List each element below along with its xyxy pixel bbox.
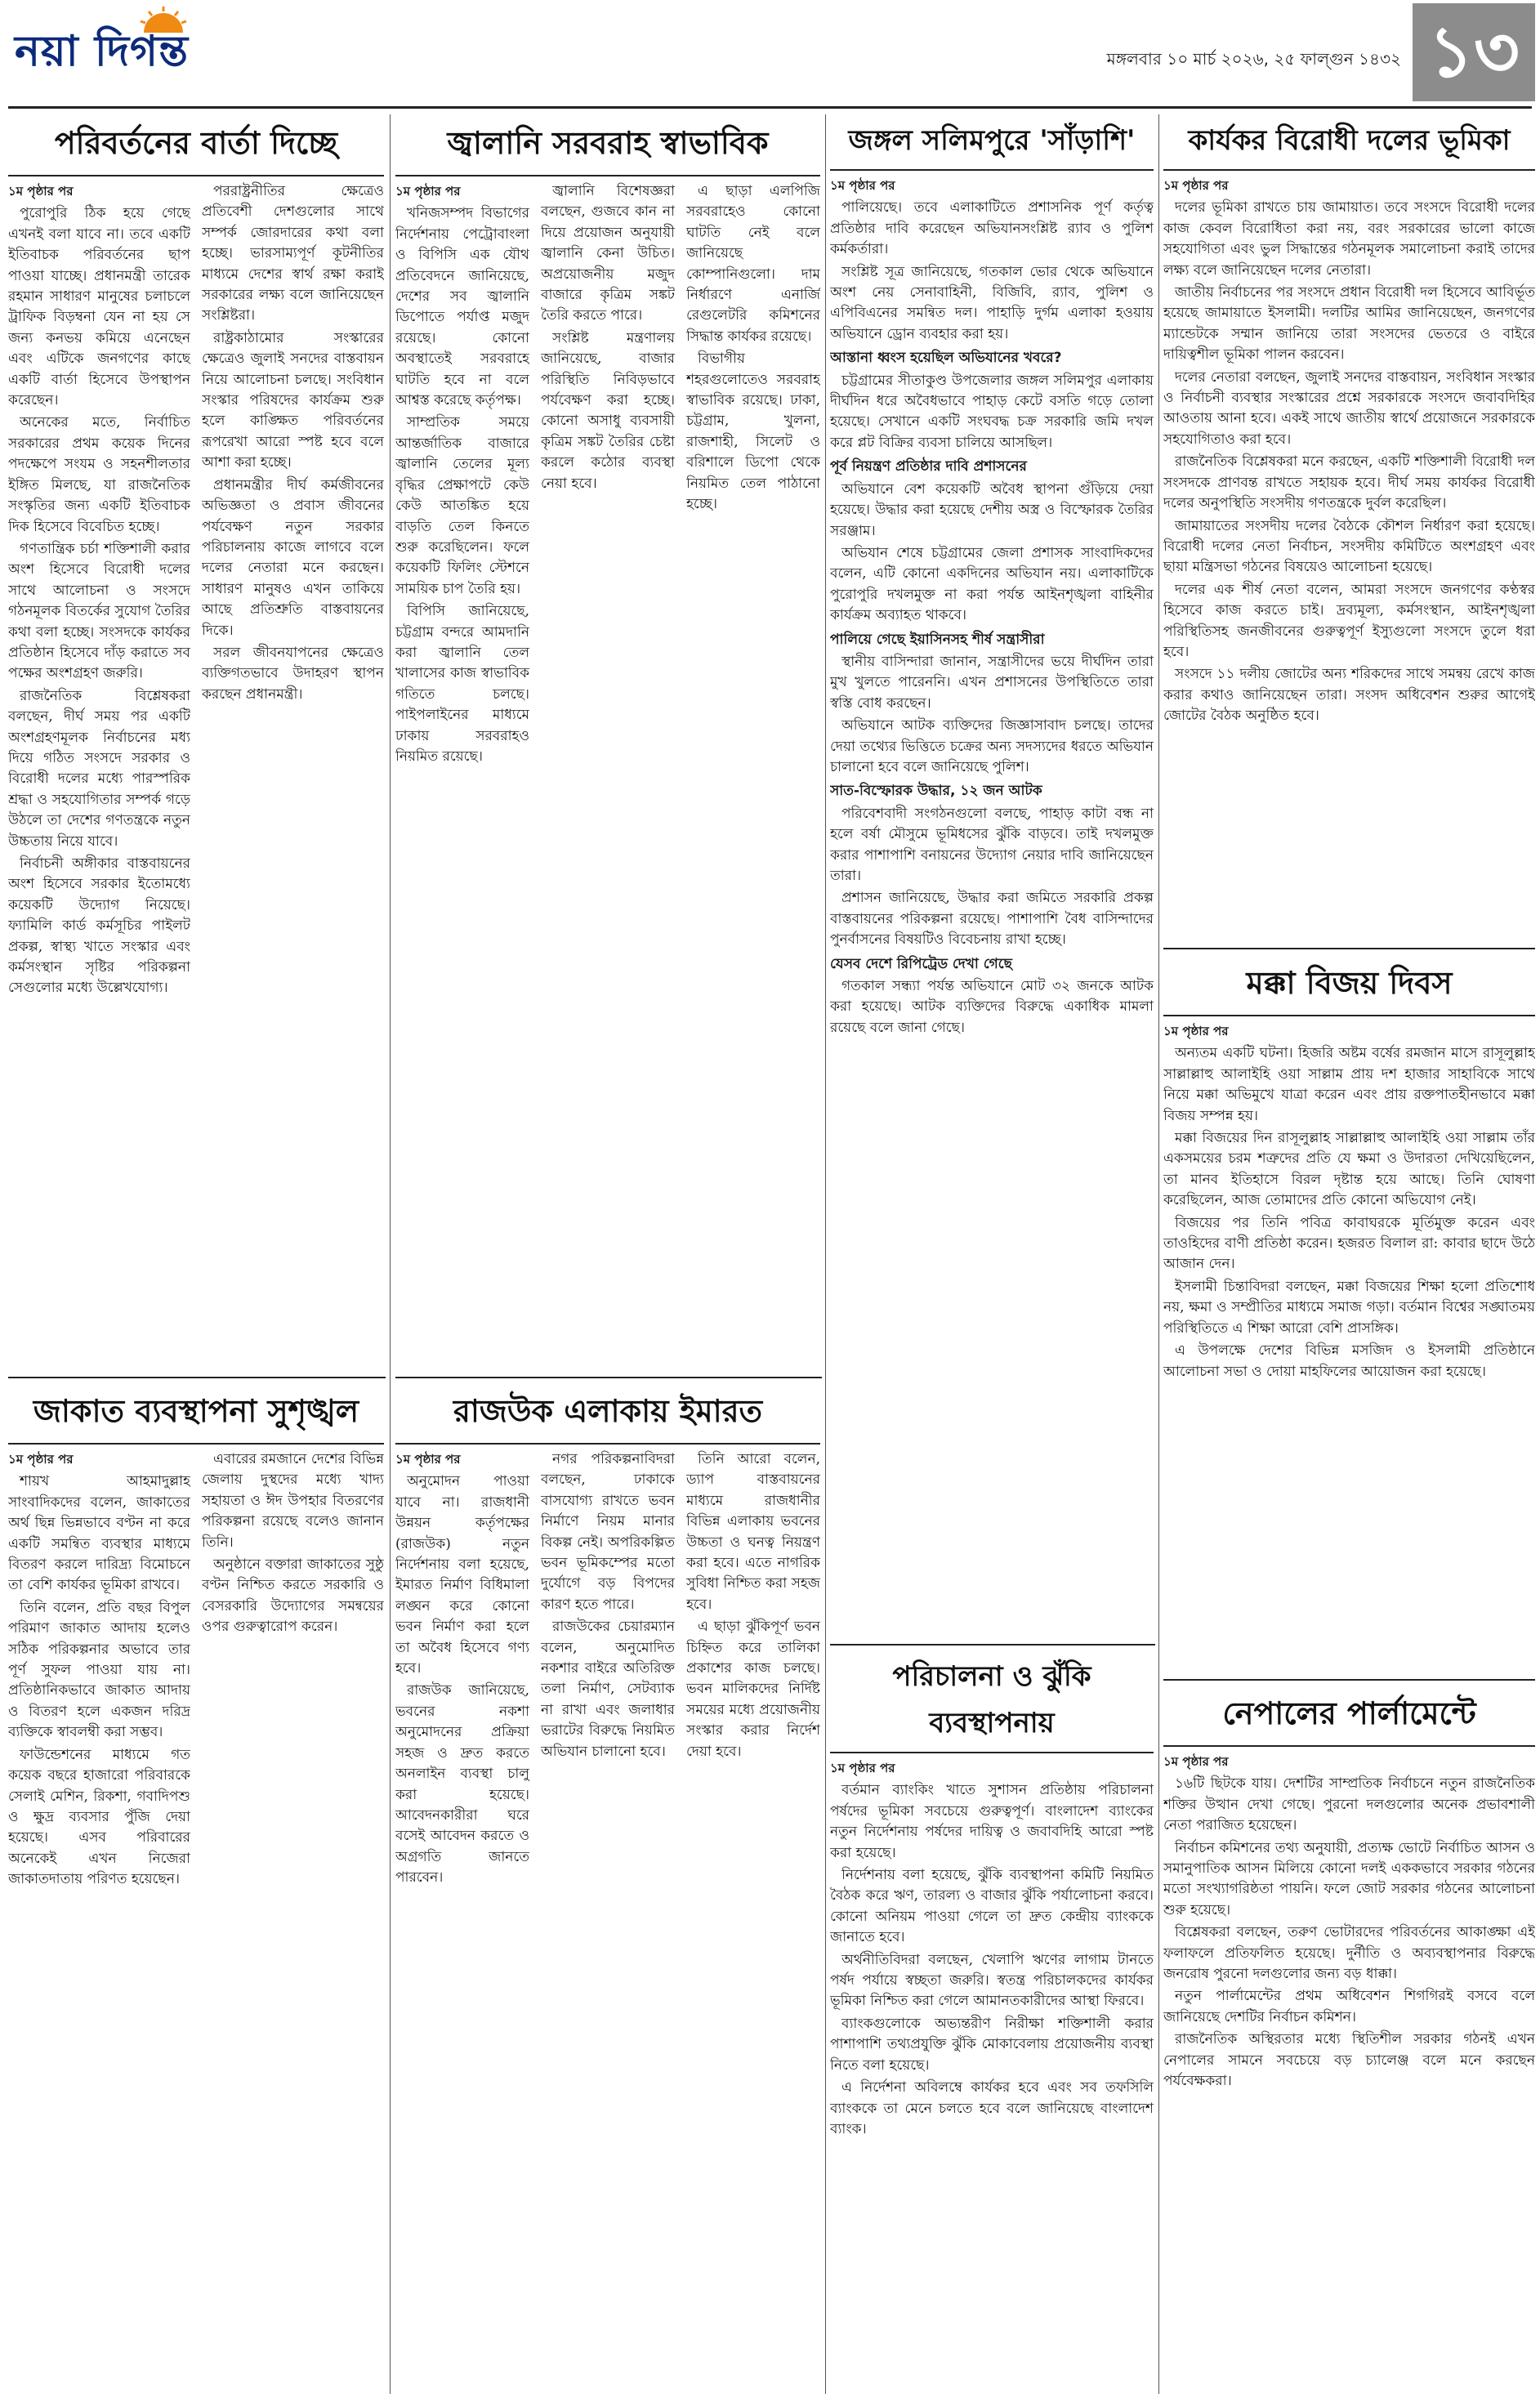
paragraph: ফাউন্ডেশনের মাধ্যমে গত কয়েক বছরে হাজারো পরিবারকে সেলাই মেশিন, রিকশা, গবাদিপশু ও ক্ষুদ্র ব্যবসার পুঁজি দেয়া হয়েছে। এসব পরিবারের অনেকেই এখন নিজেরা জাকাতদাতায় পরিণত হয়েছেন। xyxy=(8,1746,190,1888)
paragraph: প্রধানমন্ত্রীর দীর্ঘ কর্মজীবনের অভিজ্ঞতা ও প্রবাস জীবনের পর্যবেক্ষণ নতুন সরকার পরিচালনায় কাজে লাগবে বলে দলের নেতারা মনে করছেন। সাধারণ মানুষও এখন তাকিয়ে আছে প্রতিশ্রুতি বাস্তবায়নের দিকে। xyxy=(202,476,384,639)
dateline: মঙ্গলবার ১০ মার্চ ২০২৬, ২৫ ফাল্গুন ১৪৩২ xyxy=(1106,49,1401,69)
paragraph: জাতীয় নির্বাচনের পর সংসদে প্রধান বিরোধী দল হিসেবে আবির্ভূত হয়েছে জামায়াতে ইসলামী। দলটির আমির জানিয়েছেন, জনগণের ম্যান্ডেটকে সম্মান জানিয়ে তারা সংসদের ভেতরে ও বাইরে দায়িত্বশীল ভূমিকা পালন করবেন। xyxy=(1163,284,1535,364)
article-body xyxy=(1163,1021,1535,1384)
paragraph: পররাষ্ট্রনীতির ক্ষেত্রেও প্রতিবেশী দেশগুলোর সাথে সম্পর্ক জোরদারের কথা বলা হচ্ছে। ভারসাম্যপূর্ণ কূটনীতির মাধ্যমে দেশের স্বার্থ রক্ষা করাই সরকারের লক্ষ্য বলে জানিয়েছেন সংশ্লিষ্টরা। xyxy=(202,183,384,324)
article-body xyxy=(395,1449,529,1891)
article-body xyxy=(686,181,820,769)
paragraph: বিশ্লেষকরা বলছেন, তরুণ ভোটারদের পরিবর্তনের আকাঙ্ক্ষা এই ফলাফলে প্রতিফলিত হয়েছে। দুর্নীতি ও অব্যবস্থাপনার বিরুদ্ধে জনরোষ পুরনো দলগুলোর জন্য বড় ধাক্কা। xyxy=(1163,1924,1535,1983)
article-jungle-salimpur xyxy=(830,114,1154,1638)
article-body xyxy=(830,1758,1154,2141)
article-body xyxy=(686,1449,820,1891)
paragraph: সরল জীবনযাপনের ক্ষেত্রেও ব্যক্তিগতভাবে উদাহরণ স্থাপন করছেন প্রধানমন্ত্রী। xyxy=(202,644,384,703)
paragraph: অভিযানে আটক ব্যক্তিদের জিজ্ঞাসাবাদ চলছে। তাদের দেয়া তথ্যের ভিত্তিতে চক্রের অন্য সদস্যদের ধরতে অভিযান চালানো হবে বলে জানিয়েছে পুলিশ। xyxy=(830,717,1154,775)
paragraph: সংশ্লিষ্ট সূত্র জানিয়েছে, গতকাল ভোর থেকে অভিযানে অংশ নেয় সেনাবাহিনী, বিজিবি, র‍্যাব, পুলিশ ও এপিবিএনের সমন্বিত দল। পাহাড়ি দুর্গম এলাকা হওয়ায় অভিযানে ড্রোন ব্যবহার করা হয়। xyxy=(830,263,1154,342)
jump-line: ১ম পৃষ্ঠার পর xyxy=(395,1452,461,1467)
article-body xyxy=(202,1449,384,1892)
paragraph: তিনি বলেন, প্রতি বছর বিপুল পরিমাণ জাকাত আদায় হলেও সঠিক পরিকল্পনার অভাবে তার পূর্ণ সুফল পাওয়া যায় না। প্রতিষ্ঠানিকভাবে জাকাত আদায় ও বিতরণ হলে একজন দরিদ্র ব্যক্তিকে স্বাবলম্বী করা সম্ভব। xyxy=(8,1599,190,1741)
article-body xyxy=(830,176,1154,1040)
article-nepal-parliament xyxy=(1163,1685,1535,2391)
jump-line: ১ম পৃষ্ঠার পর xyxy=(8,1452,74,1467)
paragraph: ব্যাংকগুলোকে অভ্যন্তরীণ নিরীক্ষা শক্তিশালী করার পাশাপাশি তথ্যপ্রযুক্তি ঝুঁকি মোকাবেলায় প্রয়োজনীয় ব্যবস্থা নিতে বলা হয়েছে। xyxy=(830,2015,1154,2074)
paragraph: সাম্প্রতিক সময়ে আন্তর্জাতিক বাজারে জ্বালানি তেলের মূল্য বৃদ্ধির প্রেক্ষাপটে কেউ কেউ আতঙ্কিত হয়ে বাড়তি তেল কিনতে শুরু করেছিলেন। ফলে কয়েকটি ফিলিং স্টেশনে সাময়িক চাপ তৈরি হয়। xyxy=(395,414,529,597)
article-body xyxy=(8,181,190,1001)
article-headline: জঙ্গল সলিমপুরে 'সাঁড়াশি' xyxy=(830,114,1154,171)
paragraph: এবারের রমজানে দেশের বিভিন্ন জেলায় দুস্থদের মধ্যে খাদ্য সহায়তা ও ঈদ উপহার বিতরণের পরিকল্পনা রয়েছে বলেও জানান তিনি। xyxy=(202,1451,384,1551)
paragraph: মক্কা বিজয়ের দিন রাসূলুল্লাহ সাল্লাল্লাহু আলাইহি ওয়া সাল্লাম তাঁর একসময়ের চরম শত্রুদের প্রতি যে ক্ষমা ও উদারতা দেখিয়েছিলেন, তা মানব ইতিহাসে বিরল দৃষ্টান্ত হয়ে আছে। তিনি ঘোষণা করেছিলেন, আজ তোমাদের প্রতি কোনো অভিযোগ নেই। xyxy=(1163,1130,1535,1209)
paragraph: রাজনৈতিক বিশ্লেষকরা বলছেন, দীর্ঘ সময় পর একটি অংশগ্রহণমূলক নির্বাচনের মধ্য দিয়ে গঠিত সংসদে সরকার ও বিরোধী দলের মধ্যে পারস্পরিক শ্রদ্ধা ও সহযোগিতার সম্পর্ক গড়ে উঠলে তা দেশের গণতন্ত্রকে নতুন উচ্চতায় নিয়ে যাবে। xyxy=(8,687,190,850)
paragraph: দলের নেতারা বলছেন, জুলাই সনদের বাস্তবায়ন, সংবিধান সংস্কার ও নির্বাচনী ব্যবস্থার সংস্কারের প্রশ্নে সরকারকে সংসদে জবাবদিহির আওতায় আনা হবে। একই সাথে জাতীয় স্বার্থে প্রয়োজনে সরকারকে সহযোগিতাও করা হবে। xyxy=(1163,368,1535,448)
paragraph: গণতান্ত্রিক চর্চা শক্তিশালী করার অংশ হিসেবে বিরোধী দলের সাথে আলোচনা ও সংসদে গঠনমূলক বিতর্কের সুযোগ তৈরির কথা বলা হচ্ছে। সংসদকে কার্যকর প্রতিষ্ঠান হিসেবে দাঁড় করাতে সব পক্ষের অংশগ্রহণ জরুরি। xyxy=(8,540,190,682)
article-body xyxy=(541,1449,675,1891)
subheading: সাত-বিস্ফোরক উদ্ধার, ১২ জন আটক xyxy=(830,783,1042,800)
jump-line: ১ম পৃষ্ঠার পর xyxy=(395,184,461,199)
newspaper-logo: নয়া দিগন্ত xyxy=(15,27,189,76)
paragraph: অনুষ্ঠানে বক্তারা জাকাতের সুষ্ঠু বণ্টন নিশ্চিত করতে সরকারি ও বেসরকারি উদ্যোগের সমন্বয়ের ওপর গুরুত্বারোপ করেন। xyxy=(202,1556,384,1636)
article-separator xyxy=(830,1644,1155,1646)
paragraph: ইসলামী চিন্তাবিদরা বলছেন, মক্কা বিজয়ের শিক্ষা হলো প্রতিশোধ নয়, ক্ষমা ও সম্প্রীতির মাধ্যমে সমাজ গড়া। বর্তমান বিশ্বের সঙ্ঘাতময় পরিস্থিতিতে এ শিক্ষা আরো বেশি প্রাসঙ্গিক। xyxy=(1163,1278,1535,1337)
article-body xyxy=(541,181,675,769)
page-number: ১৩ xyxy=(1413,3,1535,101)
article-body xyxy=(1163,176,1535,729)
paragraph: রাষ্ট্রকাঠামোর সংস্কারের ক্ষেত্রেও জুলাই সনদের বাস্তবায়ন নিয়ে আলোচনা চলছে। সংবিধান সংস্কার পরিষদের কার্যক্রম শুরু হলে কাঙ্ক্ষিত পরিবর্তনের রূপরেখা আরো স্পষ্ট হবে বলে আশা করা হচ্ছে। xyxy=(202,329,384,471)
jump-line: ১ম পৃষ্ঠার পর xyxy=(1163,1024,1229,1038)
paragraph: পুরোপুরি ঠিক হয়ে গেছে এখনই বলা যাবে না। তবে একটি ইতিবাচক পরিবর্তনের ছাপ পাওয়া যাচ্ছে। প্রধানমন্ত্রী তারেক রহমান সাধারণ মানুষের চলাচলে ট্রাফিক বিড়ম্বনা যেন না হয় সে জন্য কনভয় কমিয়ে এনেছেন এবং এটিকে জনগণের কাছে একটি বার্তা হিসেবে উপস্থাপন করেছেন। xyxy=(8,205,190,409)
paragraph: সংশ্লিষ্ট মন্ত্রণালয় জানিয়েছে, বাজার পরিস্থিতি নিবিড়ভাবে পর্যবেক্ষণ করা হচ্ছে। কোনো অসাধু ব্যবসায়ী কৃত্রিম সঙ্কট তৈরির চেষ্টা করলে কঠোর ব্যবস্থা নেয়া হবে। xyxy=(541,329,675,492)
paragraph: বর্তমান ব্যাংকিং খাতে সুশাসন প্রতিষ্ঠায় পরিচালনা পর্ষদের ভূমিকা সবচেয়ে গুরুত্বপূর্ণ। বাংলাদেশ ব্যাংকের নতুন নির্দেশনায় পর্ষদের দায়িত্ব ও জবাবদিহি আরো স্পষ্ট করা হয়েছে। xyxy=(830,1782,1154,1861)
section-divider xyxy=(390,114,391,2394)
article-headline: রাজউক এলাকায় ইমারত xyxy=(395,1382,820,1445)
paragraph: চট্টগ্রামের সীতাকুণ্ড উপজেলার জঙ্গল সলিমপুর এলাকায় দীর্ঘদিন ধরে অবৈধভাবে পাহাড় কেটে বসতি গড়ে তোলা হয়েছে। সেখানে একটি সংঘবদ্ধ চক্র সরকারি জমি দখল করে প্লট বিক্রির ব্যবসা চালিয়ে আসছিল। xyxy=(830,372,1154,451)
paragraph: নির্দেশনায় বলা হয়েছে, ঝুঁকি ব্যবস্থাপনা কমিটি নিয়মিত বৈঠক করে ঋণ, তারল্য ও বাজার ঝুঁকি পর্যালোচনা করবে। কোনো অনিয়ম পাওয়া গেলে তা দ্রুত কেন্দ্রীয় ব্যাংককে জানাতে হবে। xyxy=(830,1867,1154,1946)
paragraph: নির্বাচনী অঙ্গীকার বাস্তবায়নের অংশ হিসেবে সরকার ইতোমধ্যে কয়েকটি উদ্যোগ নিয়েছে। ফ্যামিলি কার্ড কর্মসূচির পাইলট প্রকল্প, স্বাস্থ্য খাতে সংস্কার এবং কর্মসংস্থান সৃষ্টির পরিকল্পনা সেগুলোর মধ্যে উল্লেখযোগ্য। xyxy=(8,855,190,997)
paragraph: গতকাল সন্ধ্যা পর্যন্ত অভিযানে মোট ৩২ জনকে আটক করা হয়েছে। আটক ব্যক্তিদের বিরুদ্ধে একাধিক মামলা রয়েছে বলে জানা গেছে। xyxy=(830,978,1154,1036)
subheading: পালিয়ে গেছে ইয়াসিনসহ শীর্ষ সন্ত্রাসীরা xyxy=(830,631,1045,648)
article-headline: পরিচালনা ও ঝুঁকি ব্যবস্থাপনায় xyxy=(830,1650,1154,1753)
masthead-rule xyxy=(8,106,1532,109)
subheading: যেসব দেশে রিপিট্রেড দেখা গেছে xyxy=(830,955,1012,972)
paragraph: রাজনৈতিক অস্থিরতার মধ্যে স্থিতিশীল সরকার গঠনই এখন নেপালের সামনে সবচেয়ে বড় চ্যালেঞ্জ বলে মনে করছেন পর্যবেক্ষকরা। xyxy=(1163,2031,1535,2090)
article-body xyxy=(1163,1752,1535,2094)
paragraph: নতুন পার্লামেন্টের প্রথম অধিবেশন শিগগিরই বসবে বলে জানিয়েছে দেশটির নির্বাচন কমিশন। xyxy=(1163,1988,1535,2025)
subheading: আস্তানা ধ্বংস হয়েছিল অভিযানের খবরে? xyxy=(830,350,1062,367)
article-mecca-victory-day xyxy=(1163,954,1535,1673)
paragraph: অভিযান শেষে চট্টগ্রামের জেলা প্রশাসক সাংবাদিকদের বলেন, এটি কোনো একদিনের অভিযান নয়। এলাকাটিকে পুরোপুরি দখলমুক্ত না করা পর্যন্ত আইনশৃঙ্খলা বাহিনীর কার্যক্রম অব্যাহত থাকবে। xyxy=(830,544,1154,624)
article-body xyxy=(8,1449,190,1892)
paragraph: রাজউকের চেয়ারম্যান বলেন, অনুমোদিত নকশার বাইরে অতিরিক্ত তলা নির্মাণ, সেটব্যাক না রাখা এবং জলাধার ভরাটের বিরুদ্ধে নিয়মিত অভিযান চালানো হবে। xyxy=(541,1619,675,1760)
article-opposition-role xyxy=(1163,114,1535,944)
paragraph: এ উপলক্ষে দেশের বিভিন্ন মসজিদ ও ইসলামী প্রতিষ্ঠানে আলোচনা সভা ও দোয়া মাহফিলের আয়োজন করা হয়েছে। xyxy=(1163,1342,1535,1380)
paragraph: অর্থনীতিবিদরা বলছেন, খেলাপি ঋণের লাগাম টানতে পর্ষদ পর্যায়ে স্বচ্ছতা জরুরি। স্বতন্ত্র পরিচালকদের কার্যকর ভূমিকা নিশ্চিত করা গেলে আমানতকারীদের আস্থা ফিরবে। xyxy=(830,1951,1154,2010)
article-headline: জ্বালানি সরবরাহ স্বাভাবিক xyxy=(395,114,820,176)
jump-line: ১ম পৃষ্ঠার পর xyxy=(1163,1754,1229,1769)
article-separator xyxy=(8,1377,386,1378)
paragraph: এ ছাড়া এলপিজি সরবরাহেও কোনো ঘাটতি নেই বলে জানিয়েছে কোম্পানিগুলো। দাম নির্ধারণে এনার্জি রেগুলেটরি কমিশনের সিদ্ধান্ত কার্যকর রয়েছে। xyxy=(686,183,820,345)
paragraph: অনুমোদন পাওয়া যাবে না। রাজধানী উন্নয়ন কর্তৃপক্ষের (রাজউক) নতুন নির্দেশনায় বলা হয়েছে, ইমারত নির্মাণ বিধিমালা লঙ্ঘন করে কোনো ভবন নির্মাণ করা হলে তা অবৈধ হিসেবে গণ্য হবে। xyxy=(395,1473,529,1677)
masthead xyxy=(0,0,1540,106)
paragraph: সংসদে ১১ দলীয় জোটের অন্য শরিকদের সাথে সমন্বয় রেখে কাজ করার কথাও জানিয়েছেন তারা। সংসদ অধিবেশন শুরুর আগেই জোটের বৈঠক অনুষ্ঠিত হবে। xyxy=(1163,666,1535,725)
paragraph: প্রশাসন জানিয়েছে, উদ্ধার করা জমিতে সরকারি প্রকল্প বাস্তবায়নের পরিকল্পনা রয়েছে। পাশাপাশি বৈধ বাসিন্দাদের পুনর্বাসনের বিষয়টিও বিবেচনায় রাখা হচ্ছে। xyxy=(830,890,1154,949)
paragraph: ১৬টি ছিটকে যায়। দেশটির সাম্প্রতিক নির্বাচনে নতুন রাজনৈতিক শক্তির উত্থান দেখা গেছে। পুরনো দলগুলোর অনেক প্রভাবশালী নেতা পরাজিত হয়েছেন। xyxy=(1163,1775,1535,1834)
section-divider xyxy=(825,114,826,2394)
paragraph: এ ছাড়া ঝুঁকিপূর্ণ ভবন চিহ্নিত করে তালিকা প্রকাশের কাজ চলছে। ভবন মালিকদের নির্দিষ্ট সময়ের মধ্যে প্রয়োজনীয় সংস্কার করার নির্দেশ দেয়া হবে। xyxy=(686,1619,820,1760)
jump-line: ১ম পৃষ্ঠার পর xyxy=(830,178,895,193)
article-headline: নেপালের পার্লামেন্টে xyxy=(1163,1685,1535,1747)
paragraph: রাজনৈতিক বিশ্লেষকরা মনে করছেন, একটি শক্তিশালী বিরোধী দল সংসদকে প্রাণবন্ত রাখতে সহায়ক হবে। দীর্ঘ সময় কার্যকর বিরোধী দলের অনুপস্থিতি সংসদীয় গণতন্ত্রকে দুর্বল করেছিল। xyxy=(1163,453,1535,512)
article-separator xyxy=(1163,948,1535,949)
paragraph: দলের ভূমিকা রাখতে চায় জামায়াত। তবে সংসদে বিরোধী দলের কাজ কেবল বিরোধিতা করা নয়, বরং সরকারের ভালো কাজে সহযোগিতা এবং ভুল সিদ্ধান্তের গঠনমূলক সমালোচনা করাই তাদের লক্ষ্য বলে জানিয়েছেন দলের নেতারা। xyxy=(1163,199,1535,279)
paragraph: তিনি আরো বলেন, ড্যাপ বাস্তবায়নের মাধ্যমে রাজধানীর বিভিন্ন এলাকায় ভবনের উচ্চতা ও ঘনত্ব নিয়ন্ত্রণ করা হবে। এতে নাগরিক সুবিধা নিশ্চিত করা সহজ হবে। xyxy=(686,1451,820,1613)
article-separator xyxy=(1163,1679,1535,1681)
paragraph: অন্যতম একটি ঘটনা। হিজরি অষ্টম বর্ষের রমজান মাসে রাসূলুল্লাহ সাল্লাল্লাহু আলাইহি ওয়া সাল্লাম প্রায় দশ হাজার সাহাবিকে সাথে নিয়ে মক্কা অভিমুখে যাত্রা করেন এবং প্রায় রক্তপাতহীনভাবে মক্কা বিজয় সম্পন্ন হয়। xyxy=(1163,1045,1535,1124)
article-headline: জাকাত ব্যবস্থাপনা সুশৃঙ্খল xyxy=(8,1382,384,1445)
paragraph: খনিজসম্পদ বিভাগের নির্দেশনায় পেট্রোবাংলা ও বিপিসি এক যৌথ প্রতিবেদনে জানিয়েছে, দেশের সব জ্বালানি ডিপোতে পর্যাপ্ত মজুদ রয়েছে। কোনো অবস্থাতেই সরবরাহে ঘাটতি হবে না বলে আশ্বস্ত করেছে কর্তৃপক্ষ। xyxy=(395,205,529,409)
paragraph: শায়খ আহমাদুল্লাহ সাংবাদিকদের বলেন, জাকাতের অর্থ ছিন্ন ভিন্নভাবে বণ্টন না করে একটি সমন্বিত ব্যবস্থার মাধ্যমে বিতরণ করলে দারিদ্র্য বিমোচনে তা বেশি কার্যকর ভূমিকা রাখবে। xyxy=(8,1473,190,1594)
paragraph: বিভাগীয় শহরগুলোতেও সরবরাহ স্বাভাবিক রয়েছে। ঢাকা, চট্টগ্রাম, খুলনা, রাজশাহী, সিলেট ও বরিশালে ডিপো থেকে নিয়মিত তেল পাঠানো হচ্ছে। xyxy=(686,351,820,513)
article-fuel-supply xyxy=(395,114,820,1369)
subheading: পূর্ব নিয়ন্ত্রণ প্রতিষ্ঠার দাবি প্রশাসনের xyxy=(830,458,1027,476)
section-divider xyxy=(1158,114,1159,2394)
article-headline: পরিবর্তনের বার্তা দিচ্ছে xyxy=(8,114,384,176)
jump-line: ১ম পৃষ্ঠার পর xyxy=(8,184,74,199)
article-zakat-management xyxy=(8,1382,384,2391)
article-body xyxy=(202,181,384,1001)
article-body xyxy=(395,181,529,769)
paragraph: অভিযানে বেশ কয়েকটি অবৈধ স্থাপনা গুঁড়িয়ে দেয়া হয়েছে। উদ্ধার করা হয়েছে দেশীয় অস্ত্র ও বিস্ফোরক তৈরির সরঞ্জাম। xyxy=(830,480,1154,539)
article-change-message xyxy=(8,114,384,1369)
article-separator xyxy=(395,1377,822,1378)
paragraph: নগর পরিকল্পনাবিদরা বলছেন, ঢাকাকে বাসযোগ্য রাখতে ভবন নির্মাণে নিয়ম মানার বিকল্প নেই। অপরিকল্পিত ভবন ভূমিকম্পের মতো দুর্যোগে বড় বিপদের কারণ হতে পারে। xyxy=(541,1451,675,1613)
jump-line: ১ম পৃষ্ঠার পর xyxy=(830,1761,895,1775)
paragraph: জামায়াতের সংসদীয় দলের বৈঠকে কৌশল নির্ধারণ করা হয়েছে। বিরোধী দলের নেতা নির্বাচন, সংসদীয় কমিটিতে অংশগ্রহণ এবং ছায়া মন্ত্রিসভা গঠনের বিষয়েও আলোচনা হয়েছে। xyxy=(1163,517,1535,576)
paragraph: জ্বালানি বিশেষজ্ঞরা বলছেন, গুজবে কান না দিয়ে প্রয়োজন অনুযায়ী জ্বালানি কেনা উচিত। অপ্রয়োজনীয় মজুদ বাজারে কৃত্রিম সঙ্কট তৈরি করতে পারে। xyxy=(541,183,675,324)
paragraph: দলের এক শীর্ষ নেতা বলেন, আমরা সংসদে জনগণের কণ্ঠস্বর হিসেবে কাজ করতে চাই। দ্রব্যমূল্য, কর্মসংস্থান, আইনশৃঙ্খলা পরিস্থিতিসহ জনজীবনের গুরুত্বপূর্ণ ইস্যুগুলো সংসদে তুলে ধরা হবে। xyxy=(1163,581,1535,660)
article-risk-management xyxy=(830,1650,1154,2390)
paragraph: নির্বাচন কমিশনের তথ্য অনুযায়ী, প্রত্যক্ষ ভোটে নির্বাচিত আসন ও সমানুপাতিক আসন মিলিয়ে কোনো দলই এককভাবে সরকার গঠনের মতো সংখ্যাগরিষ্ঠতা পায়নি। ফলে জোট সরকার গঠনের আলোচনা শুরু হয়েছে। xyxy=(1163,1839,1535,1918)
paragraph: পালিয়েছে। তবে এলাকাটিতে প্রশাসনিক পূর্ণ কর্তৃত্ব প্রতিষ্ঠার দাবি করেছেন অভিযানসংশ্লিষ্ট র‍্যাব ও পুলিশ কর্মকর্তারা। xyxy=(830,199,1154,258)
paragraph: বিপিসি জানিয়েছে, চট্টগ্রাম বন্দরে আমদানি করা জ্বালানি তেল খালাসের কাজ স্বাভাবিক গতিতে চলছে। পাইপলাইনের মাধ্যমে ঢাকায় সরবরাহও নিয়মিত রয়েছে। xyxy=(395,603,529,765)
paragraph: পরিবেশবাদী সংগঠনগুলো বলছে, পাহাড় কাটা বন্ধ না হলে বর্ষা মৌসুমে ভূমিধসের ঝুঁকি বাড়বে। তাই দখলমুক্ত করার পাশাপাশি বনায়নের উদ্যোগ নেয়ার দাবি জানিয়েছেন তারা। xyxy=(830,805,1154,884)
article-headline: মক্কা বিজয় দিবস xyxy=(1163,954,1535,1016)
article-headline: কার্যকর বিরোধী দলের ভূমিকা xyxy=(1163,114,1535,171)
paragraph: রাজউক জানিয়েছে, ভবনের নকশা অনুমোদনের প্রক্রিয়া সহজ ও দ্রুত করতে অনলাইন ব্যবস্থা চালু করা হয়েছে। আবেদনকারীরা ঘরে বসেই আবেদন করতে ও অগ্রগতি জানতে পারবেন। xyxy=(395,1682,529,1887)
paragraph: এ নির্দেশনা অবিলম্বে কার্যকর হবে এবং সব তফসিলি ব্যাংককে তা মেনে চলতে হবে বলে জানিয়েছে বাংলাদেশ ব্যাংক। xyxy=(830,2079,1154,2137)
jump-line: ১ম পৃষ্ঠার পর xyxy=(1163,178,1229,193)
article-rajuk-building xyxy=(395,1382,820,2391)
paragraph: অনেকের মতে, নির্বাচিত সরকারের প্রথম কয়েক দিনের পদক্ষেপে সংযম ও সহনশীলতার ইঙ্গিত মিলছে, যা রাজনৈতিক সংস্কৃতির জন্য একটি ইতিবাচক দিক হিসেবে বিবেচিত হচ্ছে। xyxy=(8,414,190,535)
paragraph: স্থানীয় বাসিন্দারা জানান, সন্ত্রাসীদের ভয়ে দীর্ঘদিন তারা মুখ খুলতে পারেননি। এখন প্রশাসনের উপস্থিতিতে তারা স্বস্তি বোধ করছেন। xyxy=(830,653,1154,712)
paragraph: বিজয়ের পর তিনি পবিত্র কাবাঘরকে মূর্তিমুক্ত করেন এবং তাওহিদের বাণী প্রতিষ্ঠা করেন। হজরত বিলাল রা: কাবার ছাদে উঠে আজান দেন। xyxy=(1163,1214,1535,1273)
